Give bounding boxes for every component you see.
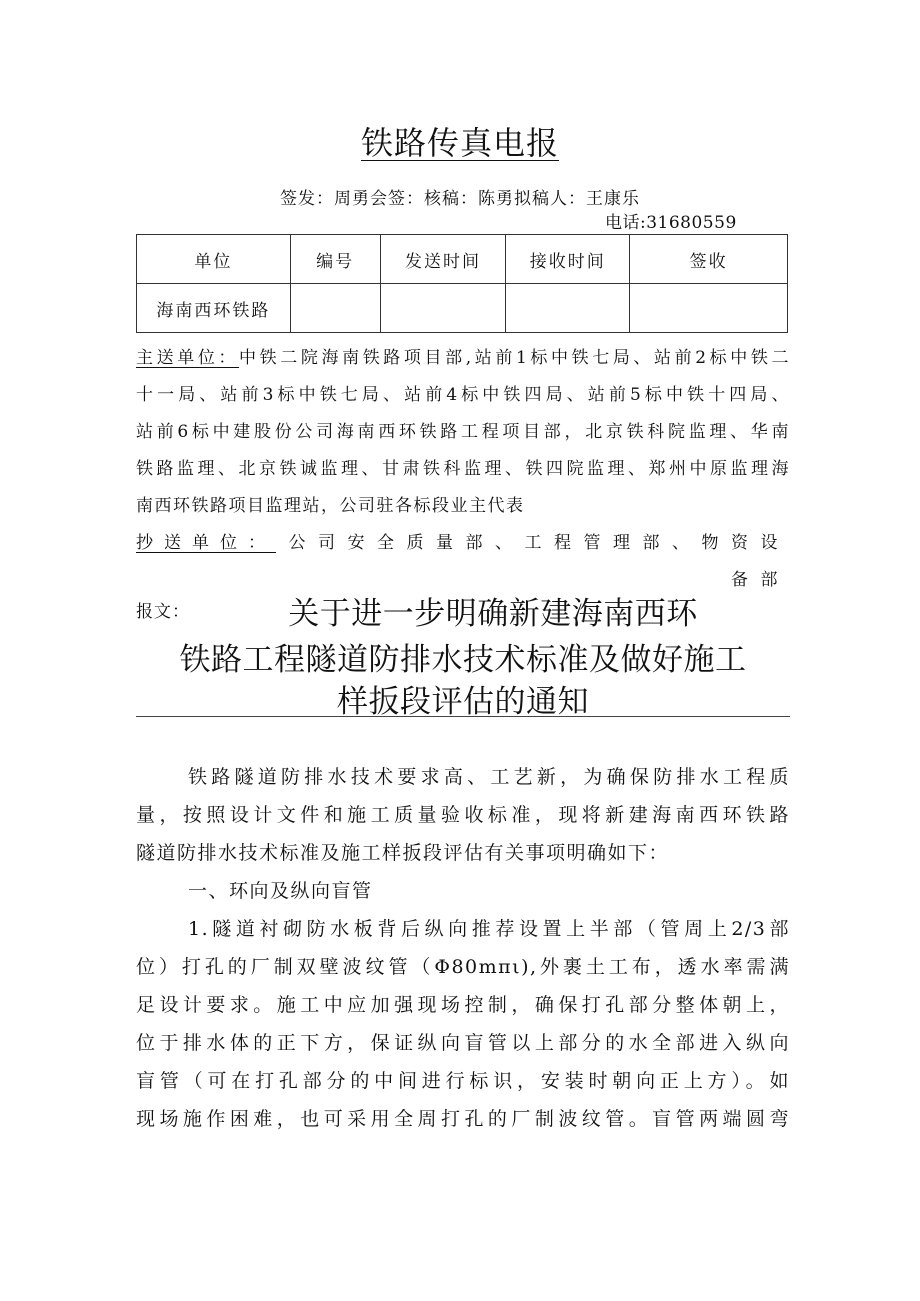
- table-cell: 海南西环铁路: [137, 284, 291, 333]
- notice-headline-line-1: 关于进一步明确新建海南西环: [288, 596, 698, 632]
- notice-headline-line-3: 样扳段评估的通知: [337, 684, 589, 720]
- phone-number: 电话:31680559: [605, 213, 737, 233]
- table-cell: [380, 284, 506, 333]
- body-intro: 铁路隧道防排水技术要求高、工艺新，为确保防排水工程质 量，按照设计文件和施工质量验收标准，现将新建海南西环铁路 隧道防排水技术标准及施工样扳段评估有关事项明确如下： 一、环向及纵向盲管 1.隧道衬砌防水板背后纵向推荐设置上半部（管周上2/3部 位）打孔的厂制双壁波纹管（Φ80mπι),外裹土工布，透水率需满 足设计要求。施工中应加强现场控制，确保打孔部分整体朝上， 位于排水体的正下方，保证纵向盲管以上部分的水全部进入纵向 盲管（可在打孔部分的中间进行标识，安装时朝向正上方）。如 现场施作困难，也可采用全周打孔的厂制波纹管。盲管两端圆弯: [136, 766, 790, 1130]
- main-recipients-label: 主送单位：: [136, 348, 240, 368]
- cc-recipients-label: 抄送单位：: [136, 533, 276, 553]
- column-header: 单位: [137, 235, 291, 284]
- table-cell: [630, 284, 788, 333]
- document-title: 铁路传真电报: [360, 124, 559, 162]
- register-table: [136, 234, 788, 333]
- column-header: 编号: [290, 235, 380, 284]
- divider: [136, 716, 790, 717]
- table-row: [137, 284, 788, 333]
- notice-headline-line-2: 铁路工程隧道防排水技术标准及做好施工: [179, 642, 747, 678]
- column-header: 签收: [630, 235, 788, 284]
- column-header: 接收时间: [506, 235, 630, 284]
- notice-label: 报文：: [136, 602, 190, 622]
- table-header-row: [137, 235, 788, 284]
- cc-recipients-text: 公司安全质量部、工程管理部、物资设备部: [288, 533, 790, 590]
- main-recipients: 主送单位：中铁二院海南铁路项目部,站前1标中铁七局、站前2标中铁二 十一局、站前3标中铁七局、站前4标中铁四局、站前5标中铁十四局、 站前6标中建股份公司海南西环铁路工程项目部，北京铁科院监理、华南 铁路监理、北京铁诚监理、甘肃铁科监理、铁四院监理、郑州中原监理海 南西环铁路项目监理站，公司驻各标段业主代表: [136, 348, 790, 516]
- column-header: 发送时间: [380, 235, 506, 284]
- section-heading: 一、环向及纵向盲管: [188, 880, 373, 902]
- signers-line: 签发：周勇会签：核稿：陈勇拟稿人：王康乐: [280, 189, 640, 209]
- table-cell: [290, 284, 380, 333]
- table-cell: [506, 284, 630, 333]
